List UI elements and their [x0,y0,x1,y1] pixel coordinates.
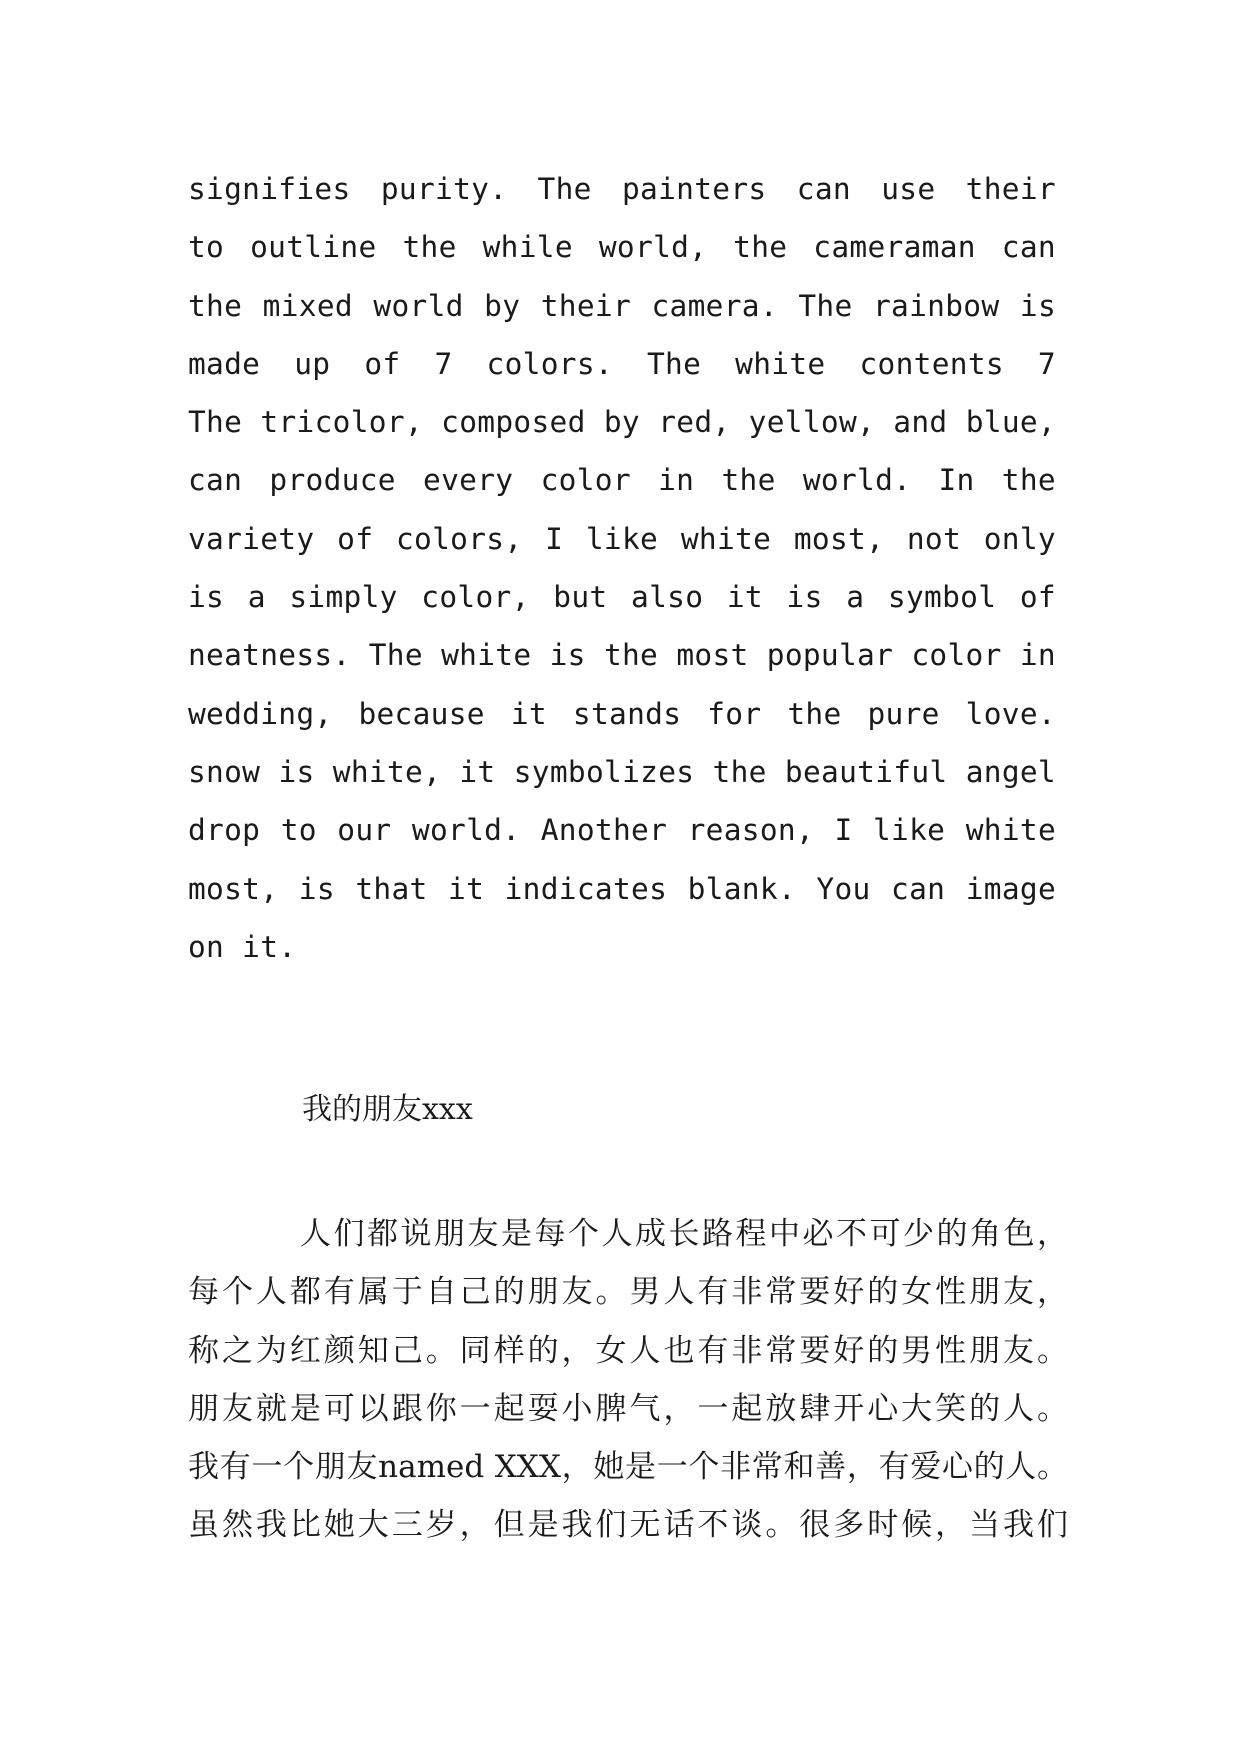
english-paragraph [188,160,1056,976]
text-line: 人们都说朋友是每个人成长路程中必不可少的角色， [300,1216,1068,1252]
text-line: variety of colors, I like white most, not only [188,521,1056,556]
text-line: on it. [188,929,297,964]
text-line: 称之为红颜知己。同样的，女人也有非常要好的男性朋友。 [188,1332,1068,1369]
text-line: can produce every color in the world. In the [188,463,1056,498]
essay-title: 我的朋友xxx [302,1092,473,1127]
text-line: wedding, because it stands for the pure love. [188,696,1056,731]
text-line: 朋友就是可以跟你一起耍小脾气，一起放肆开心大笑的人。 [188,1390,1068,1427]
text-line: snow is white, it symbolizes the beautiful angel [188,754,1056,789]
text-line: most, is that it indicates blank. You can image [188,871,1056,906]
text-line: signifies purity. The painters can use their [188,172,1056,206]
text-line: made up of 7 colors. The white contents 7 [188,346,1056,381]
text-line: 虽然我比她大三岁，但是我们无话不谈。很多时候，当我们 [188,1507,1068,1544]
chinese-paragraph [188,1205,1068,1555]
text-line: the mixed world by their camera. The rainbow is [188,288,1056,323]
text-line: 我有一个朋友named XXX，她是一个非常和善，有爱心的人。 [188,1449,1068,1486]
text-line: to outline the while world, the cameraman can [188,230,1056,265]
text-line: is a simply color, but also it is a symbol of [188,580,1056,615]
text-line: neatness. The white is the most popular color in [188,638,1056,673]
text-line: 每个人都有属于自己的朋友。男人有非常要好的女性朋友， [188,1274,1068,1311]
text-line: drop to our world. Another reason, I like white [188,813,1056,848]
text-line: The tricolor, composed by red, yellow, and blue, [188,405,1056,440]
